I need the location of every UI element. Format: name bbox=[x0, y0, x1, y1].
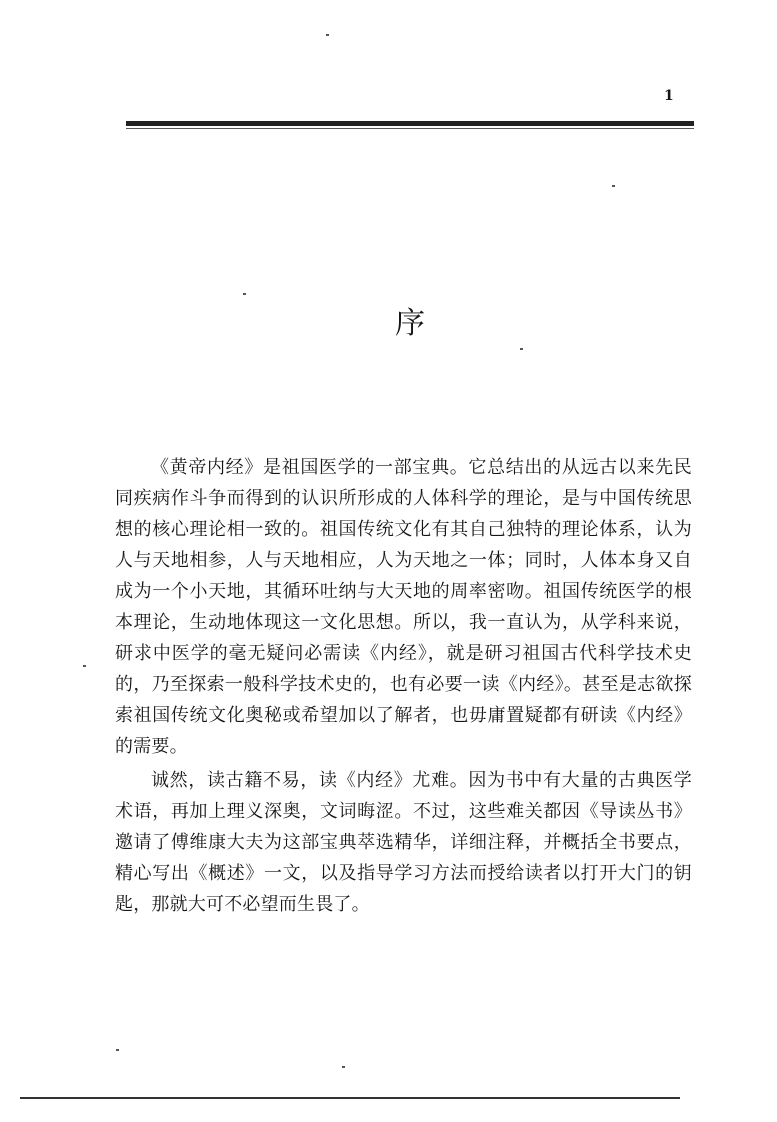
page-number: 1 bbox=[664, 88, 674, 104]
scan-speck bbox=[612, 185, 615, 187]
paragraph-2: 诚然，读古籍不易，读《内经》尤难。因为书中有大量的古典医学术语，再加上理义深奥，文词晦涩。不过，这些难关都因《导读丛书》邀请了傅维康大夫为这部宝典萃选精华，详细注释，并概括全书要点，精心写出《概述》一文，以及指导学习方法而授给读者以打开大门的钥匙，那就大可不必望而生畏了。 bbox=[115, 770, 692, 915]
scan-speck bbox=[342, 1066, 345, 1068]
body-text bbox=[115, 452, 692, 920]
header-rule bbox=[126, 121, 694, 126]
paragraph-1: 《黄帝内经》是祖国医学的一部宝典。它总结出的从远古以来先民同疾病作斗争而得到的认识所形成的人体科学的理论，是与中国传统思想的核心理论相一致的。祖国传统文化有其自己独特的理论体系，认为人与天地相参，人与天地相应，人为天地之一体；同时，人体本身又自成为一个小天地，其循环吐纳与大天地的周率密吻。祖国传统医学的根本理论，生动地体现这一文化思想。所以，我一直认为，从学科来说，研求中医学的毫无疑问必需读《内经》，就是研习祖国古代科学技术史的，乃至探索一般科学技术史的，也有必要一读《内经》。甚至是志欲探索祖国传统文化奥秘或希望加以了解者，也毋庸置疑都有研读《内经》的需要。 bbox=[115, 457, 692, 757]
scan-speck bbox=[326, 34, 329, 36]
scan-speck bbox=[243, 293, 246, 295]
scan-speck bbox=[520, 348, 523, 350]
footer-rule bbox=[20, 1097, 680, 1099]
header-rule-thin bbox=[126, 128, 694, 129]
scan-speck bbox=[83, 665, 86, 667]
page-title: 序 bbox=[395, 306, 425, 341]
scan-speck bbox=[116, 1049, 119, 1051]
